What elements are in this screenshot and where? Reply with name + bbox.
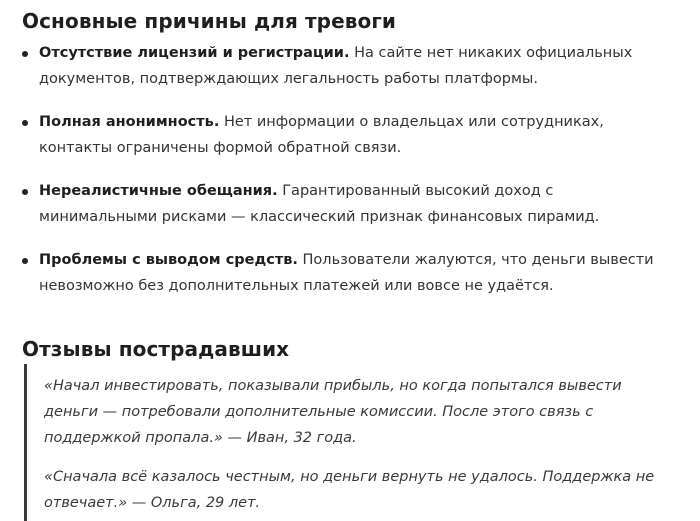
list-item-bold: Нереалистичные обещания.	[39, 183, 278, 199]
list-item	[22, 178, 682, 230]
bullet-icon	[22, 120, 28, 126]
list-item-text	[39, 40, 639, 92]
list-item-bold: Проблемы с выводом средств.	[39, 252, 298, 268]
review-line: «Начал инвестировать, показывали прибыль, но когда попытался вывести	[44, 378, 622, 394]
bullet-icon	[22, 189, 28, 195]
review-line: деньги — потребовали дополнительные комиссии. После этого связь с	[44, 404, 594, 420]
list-item-text	[39, 109, 639, 161]
list-item-rest: Гарантированный высокий доход с	[277, 183, 554, 199]
review-quote	[44, 373, 684, 451]
list-item	[22, 109, 682, 161]
review-line: поддержкой пропала.» — Иван, 32 года.	[44, 430, 357, 446]
list-item-rest: Пользователи жалуются, что деньги вывести	[297, 252, 654, 268]
list-item	[22, 247, 682, 299]
section-heading-reviews: Отзывы пострадавших	[22, 337, 290, 361]
list-item-rest: Нет информации о владельцах или сотрудниках,	[219, 114, 604, 130]
list-item	[22, 40, 682, 92]
list-item-line2: документов, подтверждающих легальность работы платформы.	[39, 71, 538, 87]
list-item-bold: Полная анонимность.	[39, 114, 220, 130]
list-item-line2: контакты ограничены формой обратной связи.	[39, 140, 402, 156]
section-heading-causes: Основные причины для тревоги	[22, 9, 397, 33]
list-item-bold: Отсутствие лицензий и регистрации.	[39, 45, 350, 61]
review-line: «Сначала всё казалось честным, но деньги вернуть не удалось. Поддержка не	[44, 469, 655, 485]
list-item-text	[39, 178, 639, 230]
review-quote	[44, 464, 684, 516]
list-item-line2: минимальными рисками — классический признак финансовых пирамид.	[39, 209, 600, 225]
list-item-text	[39, 247, 654, 299]
review-line: отвечает.» — Ольга, 29 лет.	[44, 495, 261, 511]
bullet-icon	[22, 51, 28, 57]
list-item-line2: невозможно без дополнительных платежей или вовсе не удаётся.	[39, 278, 554, 294]
bullet-icon	[22, 258, 28, 264]
list-item-rest: На сайте нет никаких официальных	[349, 45, 633, 61]
blockquote-bar	[24, 364, 27, 521]
